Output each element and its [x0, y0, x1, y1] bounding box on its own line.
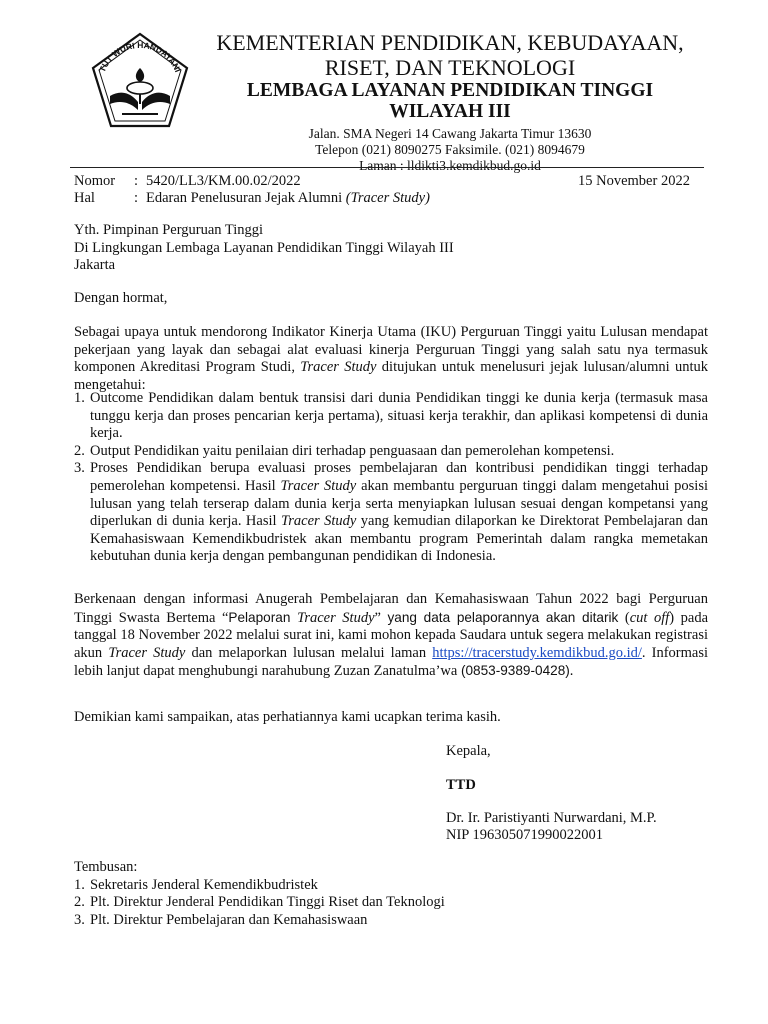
hal-value: Edaran Penelusuran Jejak Alumni (Tracer Study) — [146, 190, 430, 206]
tembusan-block — [74, 859, 445, 929]
closing-sentence: Demikian kami sampaikan, atas perhatiannya kami ucapkan terima kasih. — [74, 709, 501, 725]
agency-name-line2: WILAYAH III — [389, 101, 511, 122]
tracer-study-link[interactable]: https://tracerstudy.kemdikbud.go.id/ — [432, 644, 642, 661]
agency-address: Jalan. SMA Negeri 14 Cawang Jakarta Timur 13630 — [308, 126, 592, 141]
hal-label: Hal — [74, 190, 95, 206]
list-item: 3. Proses Pendidikan berupa evaluasi proses pembelajaran dan kontribusi pendidikan tinggi terhadap pemerolehan kompetensi. Hasil Tracer Study akan membantu perguruan tinggi dalam mengetahui posisi lulusan yang telah terserap dalam dunia kerja serta menyiapkan lulusan sesuai dengan kompetansi yang diperlukan di dunia kerja. Hasil Tracer Study yang kemudian dilaporkan ke Direktorat Pembelajaran dan Kemahasiswaan Kemendikbudristek akan membantu program Pemerintah dalam rangka memetakan kebutuhan dunia kerja dengan pembangunan pendidikan di Indonesia. — [74, 460, 708, 565]
signatory-nip: NIP 196305071990022001 — [446, 827, 603, 843]
anugerah-paragraph: Berkenaan dengan informasi Anugerah Pembelajaran dan Kemahasiswaan Tahun 2022 bagi Perguruan Tinggi Swasta Bertema “Pelaporan Tracer Study” yang data pelaporannya akan ditarik (cut off) pada tanggal 18 November 2022 melalui surat ini, kami mohon kepada Saudara untuk segera melakukan registrasi akun Tracer Study dan melaporkan lulusan melalui laman https://tracerstudy.kemdikbud.go.id/. Informasi lebih lanjut dapat menghubungi narahubung Zuzan Zanatulma’wa (0853-9389-0428). — [74, 591, 709, 680]
intro-paragraph: Sebagai upaya untuk mendorong Indikator Kinerja Utama (IKU) Perguruan Tinggi yaitu Lulusan mendapat pekerjaan yang layak dan sebagai alat evaluasi kinerja Perguruan Tinggi yang salah satu nya termasuk komponen Akreditasi Program Studi, Tracer Study ditujukan untuk menelusuri jejak lulusan/alumni untuk mengetahui: — [74, 324, 708, 393]
agency-name-line1: LEMBAGA LAYANAN PENDIDIKAN TINGGI — [246, 80, 654, 101]
salutation: Dengan hormat, — [74, 290, 168, 306]
signatory-name: Dr. Ir. Paristiyanti Nurwardani, M.P. — [446, 810, 657, 826]
signature-title: Kepala, — [446, 743, 491, 759]
nomor-value: 5420/LL3/KM.00.02/2022 — [146, 173, 301, 189]
tracer-purpose-list — [74, 390, 708, 566]
tut-wuri-handayani-logo — [88, 30, 192, 134]
tembusan-item: 3. Plt. Direktur Pembelajaran dan Kemahasiswaan — [74, 911, 368, 928]
agency-website: Laman : lldikti3.kemdikbud.go.id — [359, 158, 541, 173]
hal-separator: : — [134, 190, 139, 206]
signature-ttd: TTD — [446, 777, 476, 793]
letter-date: 15 November 2022 — [578, 173, 690, 189]
nomor-separator: : — [134, 173, 139, 189]
tembusan-item: 2. Plt. Direktur Jenderal Pendidikan Tinggi Riset dan Teknologi — [74, 894, 445, 911]
list-item: 2. Output Pendidikan yaitu penilaian diri terhadap penguasaan dan pemerolehan kompetensi. — [74, 442, 615, 459]
list-item: 1. Outcome Pendidikan dalam bentuk transisi dari dunia Pendidikan tinggi ke dunia kerja (termasuk masa tunggu kerja dan proses pencarian kerja pertama), situasi kerja terakhir, dan aplikasi kompetensi di dunia kerja. — [74, 390, 708, 442]
tembusan-item: 1. Sekretaris Jenderal Kemendikbudristek — [74, 876, 318, 893]
recipient-line1: Yth. Pimpinan Perguruan Tinggi — [74, 222, 264, 238]
recipient-block — [74, 222, 708, 275]
letterhead — [190, 30, 710, 174]
recipient-line3: Jakarta — [74, 257, 116, 274]
letterhead-divider — [70, 167, 704, 168]
ministry-name-line1: KEMENTERIAN PENDIDIKAN, KEBUDAYAAN, — [216, 30, 684, 55]
agency-phone: Telepon (021) 8090275 Faksimile. (021) 8094679 — [315, 142, 585, 157]
logo-motto: TUT WURI HANDAYANI — [97, 39, 184, 74]
tembusan-heading: Tembusan: — [74, 859, 138, 875]
ministry-name-line2: RISET, DAN TEKNOLOGI — [324, 55, 576, 80]
recipient-line2: Di Lingkungan Lembaga Layanan Pendidikan Tinggi Wilayah III — [74, 239, 454, 256]
nomor-label: Nomor — [74, 173, 116, 189]
